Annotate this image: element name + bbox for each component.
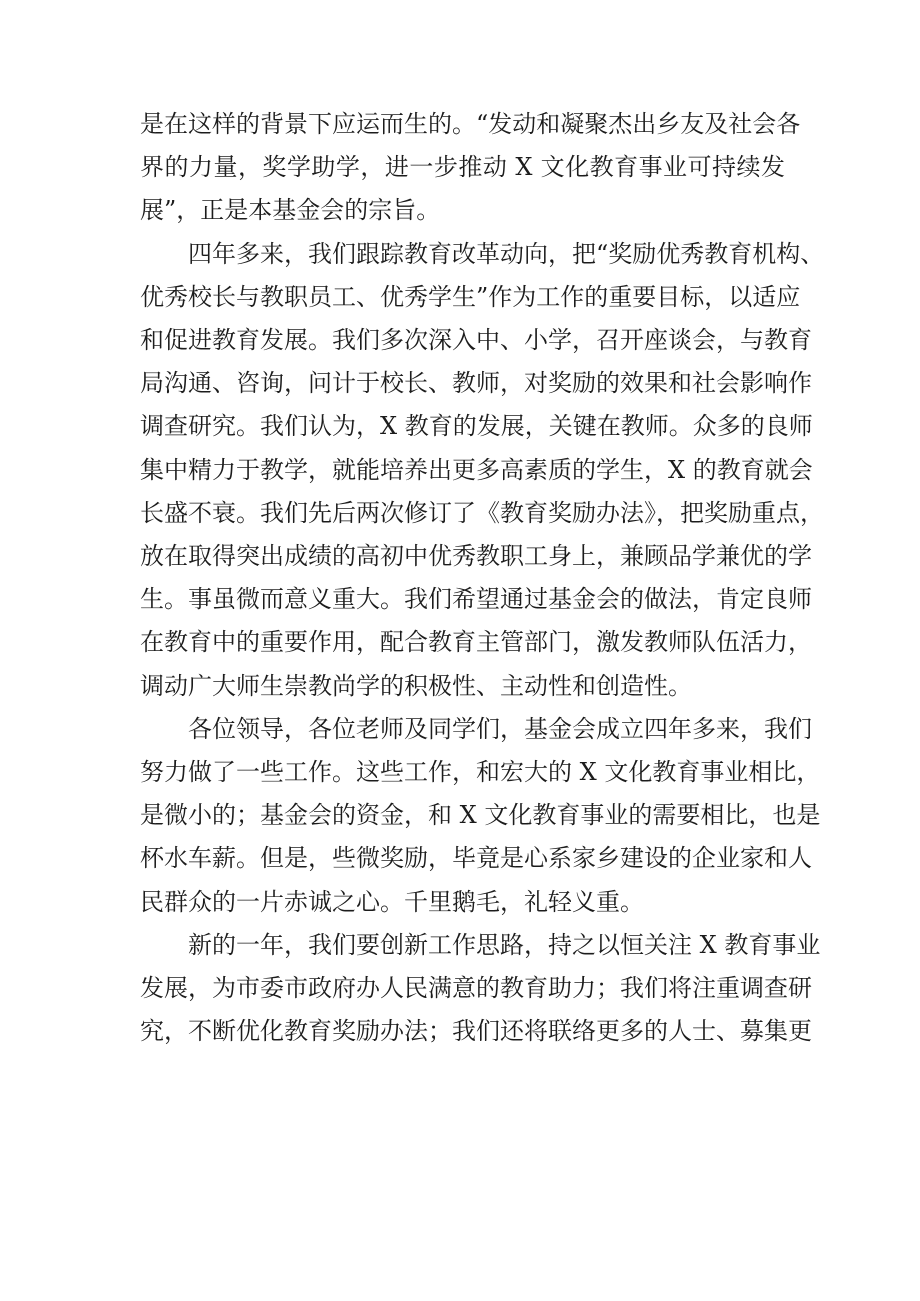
text-line: 四年多来，我们跟踪教育改革动向，把“奖励优秀教育机构、 <box>188 239 825 268</box>
text-line: 是微小的；基金会的资金，和 X 文化教育事业的需要相比，也是 <box>140 801 821 830</box>
text-line: 局沟通、咨询，问计于校长、教师，对奖励的效果和社会影响作 <box>140 369 812 398</box>
paragraph-3 <box>140 708 821 924</box>
document-body <box>140 103 825 1053</box>
text-line: 杯水车薪。但是，些微奖励，毕竟是心系家乡建设的企业家和人 <box>140 844 812 873</box>
text-line: 发展，为市委市政府办人民满意的教育助力；我们将注重调查研 <box>140 974 812 1003</box>
text-line: 集中精力于教学，就能培养出更多高素质的学生，X 的教育就会 <box>140 455 813 484</box>
text-line: 各位领导，各位老师及同学们，基金会成立四年多来，我们 <box>188 714 812 743</box>
text-line: 努力做了一些工作。这些工作，和宏大的 X 文化教育事业相比， <box>140 758 821 787</box>
text-line: 和促进教育发展。我们多次深入中、小学，召开座谈会，与教育 <box>140 326 812 355</box>
text-line: 调动广大师生崇教尚学的积极性、主动性和创造性。 <box>140 671 692 700</box>
text-line: 界的力量，奖学助学，进一步推动 X 文化教育事业可持续发 <box>140 153 785 182</box>
text-line: 优秀校长与教职员工、优秀学生”作为工作的重要目标，以适应 <box>140 282 801 311</box>
paragraph-2 <box>140 233 825 708</box>
text-line: 展”，正是本基金会的宗旨。 <box>140 196 441 225</box>
text-line: 调查研究。我们认为，X 教育的发展，关键在教师。众多的良师 <box>140 412 813 441</box>
text-line: 民群众的一片赤诚之心。千里鹅毛，礼轻义重。 <box>140 887 644 916</box>
text-line: 是在这样的背景下应运而生的。“发动和凝聚杰出乡友及社会各 <box>140 110 801 138</box>
text-line: 新的一年，我们要创新工作思路，持之以恒关注 X 教育事业 <box>188 930 821 959</box>
text-line: 究，不断优化教育奖励办法；我们还将联络更多的人士、募集更 <box>140 1017 812 1046</box>
text-line: 生。事虽微而意义重大。我们希望通过基金会的做法，肯定良师 <box>140 585 812 614</box>
paragraph-4 <box>140 924 821 1054</box>
text-line: 在教育中的重要作用，配合教育主管部门，激发教师队伍活力， <box>140 628 812 657</box>
text-line: 长盛不衰。我们先后两次修订了《教育奖励办法》，把奖励重点， <box>140 498 824 527</box>
text-line: 放在取得突出成绩的高初中优秀教职工身上，兼顾品学兼优的学 <box>140 542 812 571</box>
paragraph-1 <box>140 103 801 233</box>
